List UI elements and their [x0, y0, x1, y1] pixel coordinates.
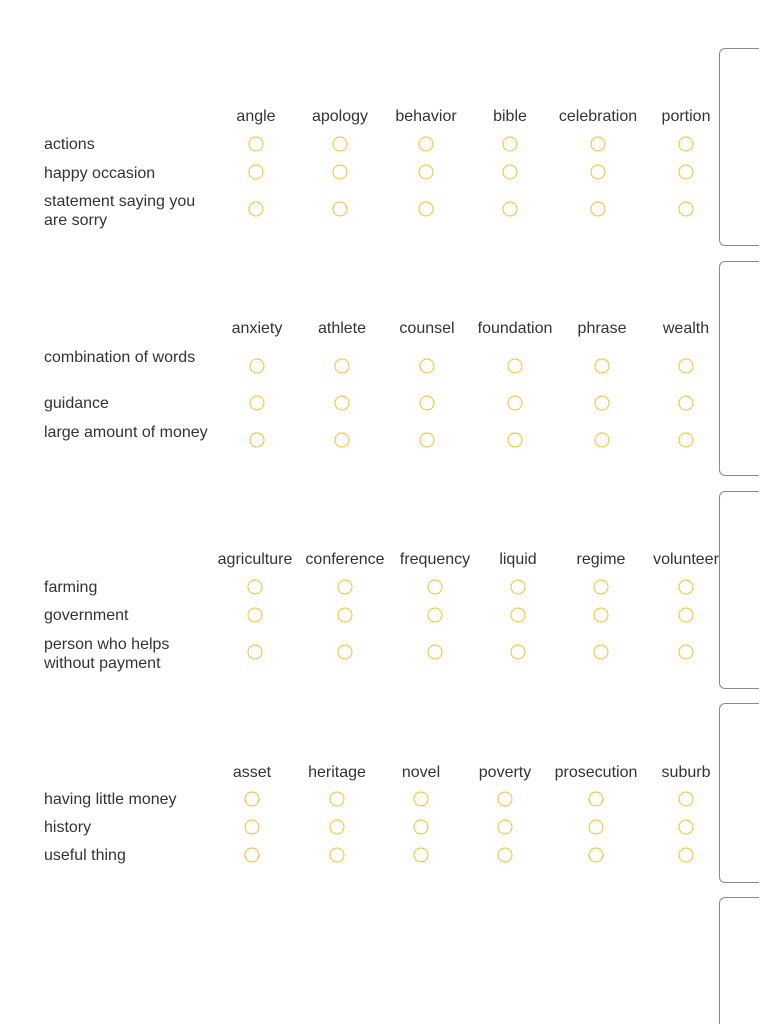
row-label: statement saying you are sorry	[44, 193, 196, 229]
row-label: farming	[44, 579, 98, 596]
row-label: useful thing	[44, 847, 126, 864]
row-label: government	[44, 607, 129, 624]
radio-option[interactable]	[498, 792, 513, 807]
column-header: liquid	[499, 551, 537, 568]
radio-option[interactable]	[589, 792, 604, 807]
row-label: happy occasion	[44, 165, 156, 182]
radio-option[interactable]	[414, 820, 429, 835]
column-header: portion	[661, 108, 711, 125]
row-label: guidance	[44, 395, 109, 412]
column-header: behavior	[395, 108, 457, 125]
column-header: agriculture	[217, 551, 293, 568]
side-panel-2[interactable]	[719, 261, 759, 476]
radio-option[interactable]	[679, 820, 694, 835]
column-header: counsel	[399, 320, 455, 337]
column-header: novel	[401, 764, 441, 781]
column-header: foundation	[477, 320, 553, 337]
radio-option[interactable]	[679, 848, 694, 863]
radio-option[interactable]	[245, 848, 260, 863]
column-header: heritage	[308, 764, 366, 781]
column-header: regime	[576, 551, 626, 568]
radio-option[interactable]	[589, 848, 604, 863]
row-label: actions	[44, 136, 95, 153]
column-header: poverty	[478, 764, 532, 781]
column-header: phrase	[577, 320, 627, 337]
side-panel-1[interactable]	[719, 48, 759, 246]
radio-option[interactable]	[498, 848, 513, 863]
column-header: volunteer	[653, 551, 719, 568]
side-panel-5[interactable]	[719, 897, 759, 1024]
column-header: prosecution	[554, 764, 638, 781]
column-header: celebration	[558, 108, 638, 125]
column-header: conference	[305, 551, 385, 568]
row-label: large amount of money	[44, 424, 208, 441]
column-header: suburb	[661, 764, 711, 781]
row-label: person who helps without payment	[44, 636, 170, 672]
column-header: angle	[236, 108, 276, 125]
row-label: combination of words	[44, 349, 196, 366]
radio-option[interactable]	[414, 848, 429, 863]
column-header: anxiety	[231, 320, 283, 337]
radio-option[interactable]	[245, 820, 260, 835]
radio-option[interactable]	[414, 792, 429, 807]
side-panel-3[interactable]	[719, 491, 759, 689]
radio-option[interactable]	[245, 792, 260, 807]
column-header: wealth	[662, 320, 710, 337]
radio-option[interactable]	[330, 820, 345, 835]
row-label: history	[44, 819, 92, 836]
radio-option[interactable]	[589, 820, 604, 835]
radio-option[interactable]	[498, 820, 513, 835]
radio-option[interactable]	[330, 848, 345, 863]
radio-option[interactable]	[330, 792, 345, 807]
side-panel-4[interactable]	[719, 703, 759, 883]
column-header: bible	[493, 108, 527, 125]
column-header: asset	[232, 764, 272, 781]
column-header: athlete	[317, 320, 367, 337]
radio-option[interactable]	[679, 792, 694, 807]
column-header: frequency	[399, 551, 471, 568]
column-header: apology	[311, 108, 369, 125]
row-label: having little money	[44, 791, 177, 808]
